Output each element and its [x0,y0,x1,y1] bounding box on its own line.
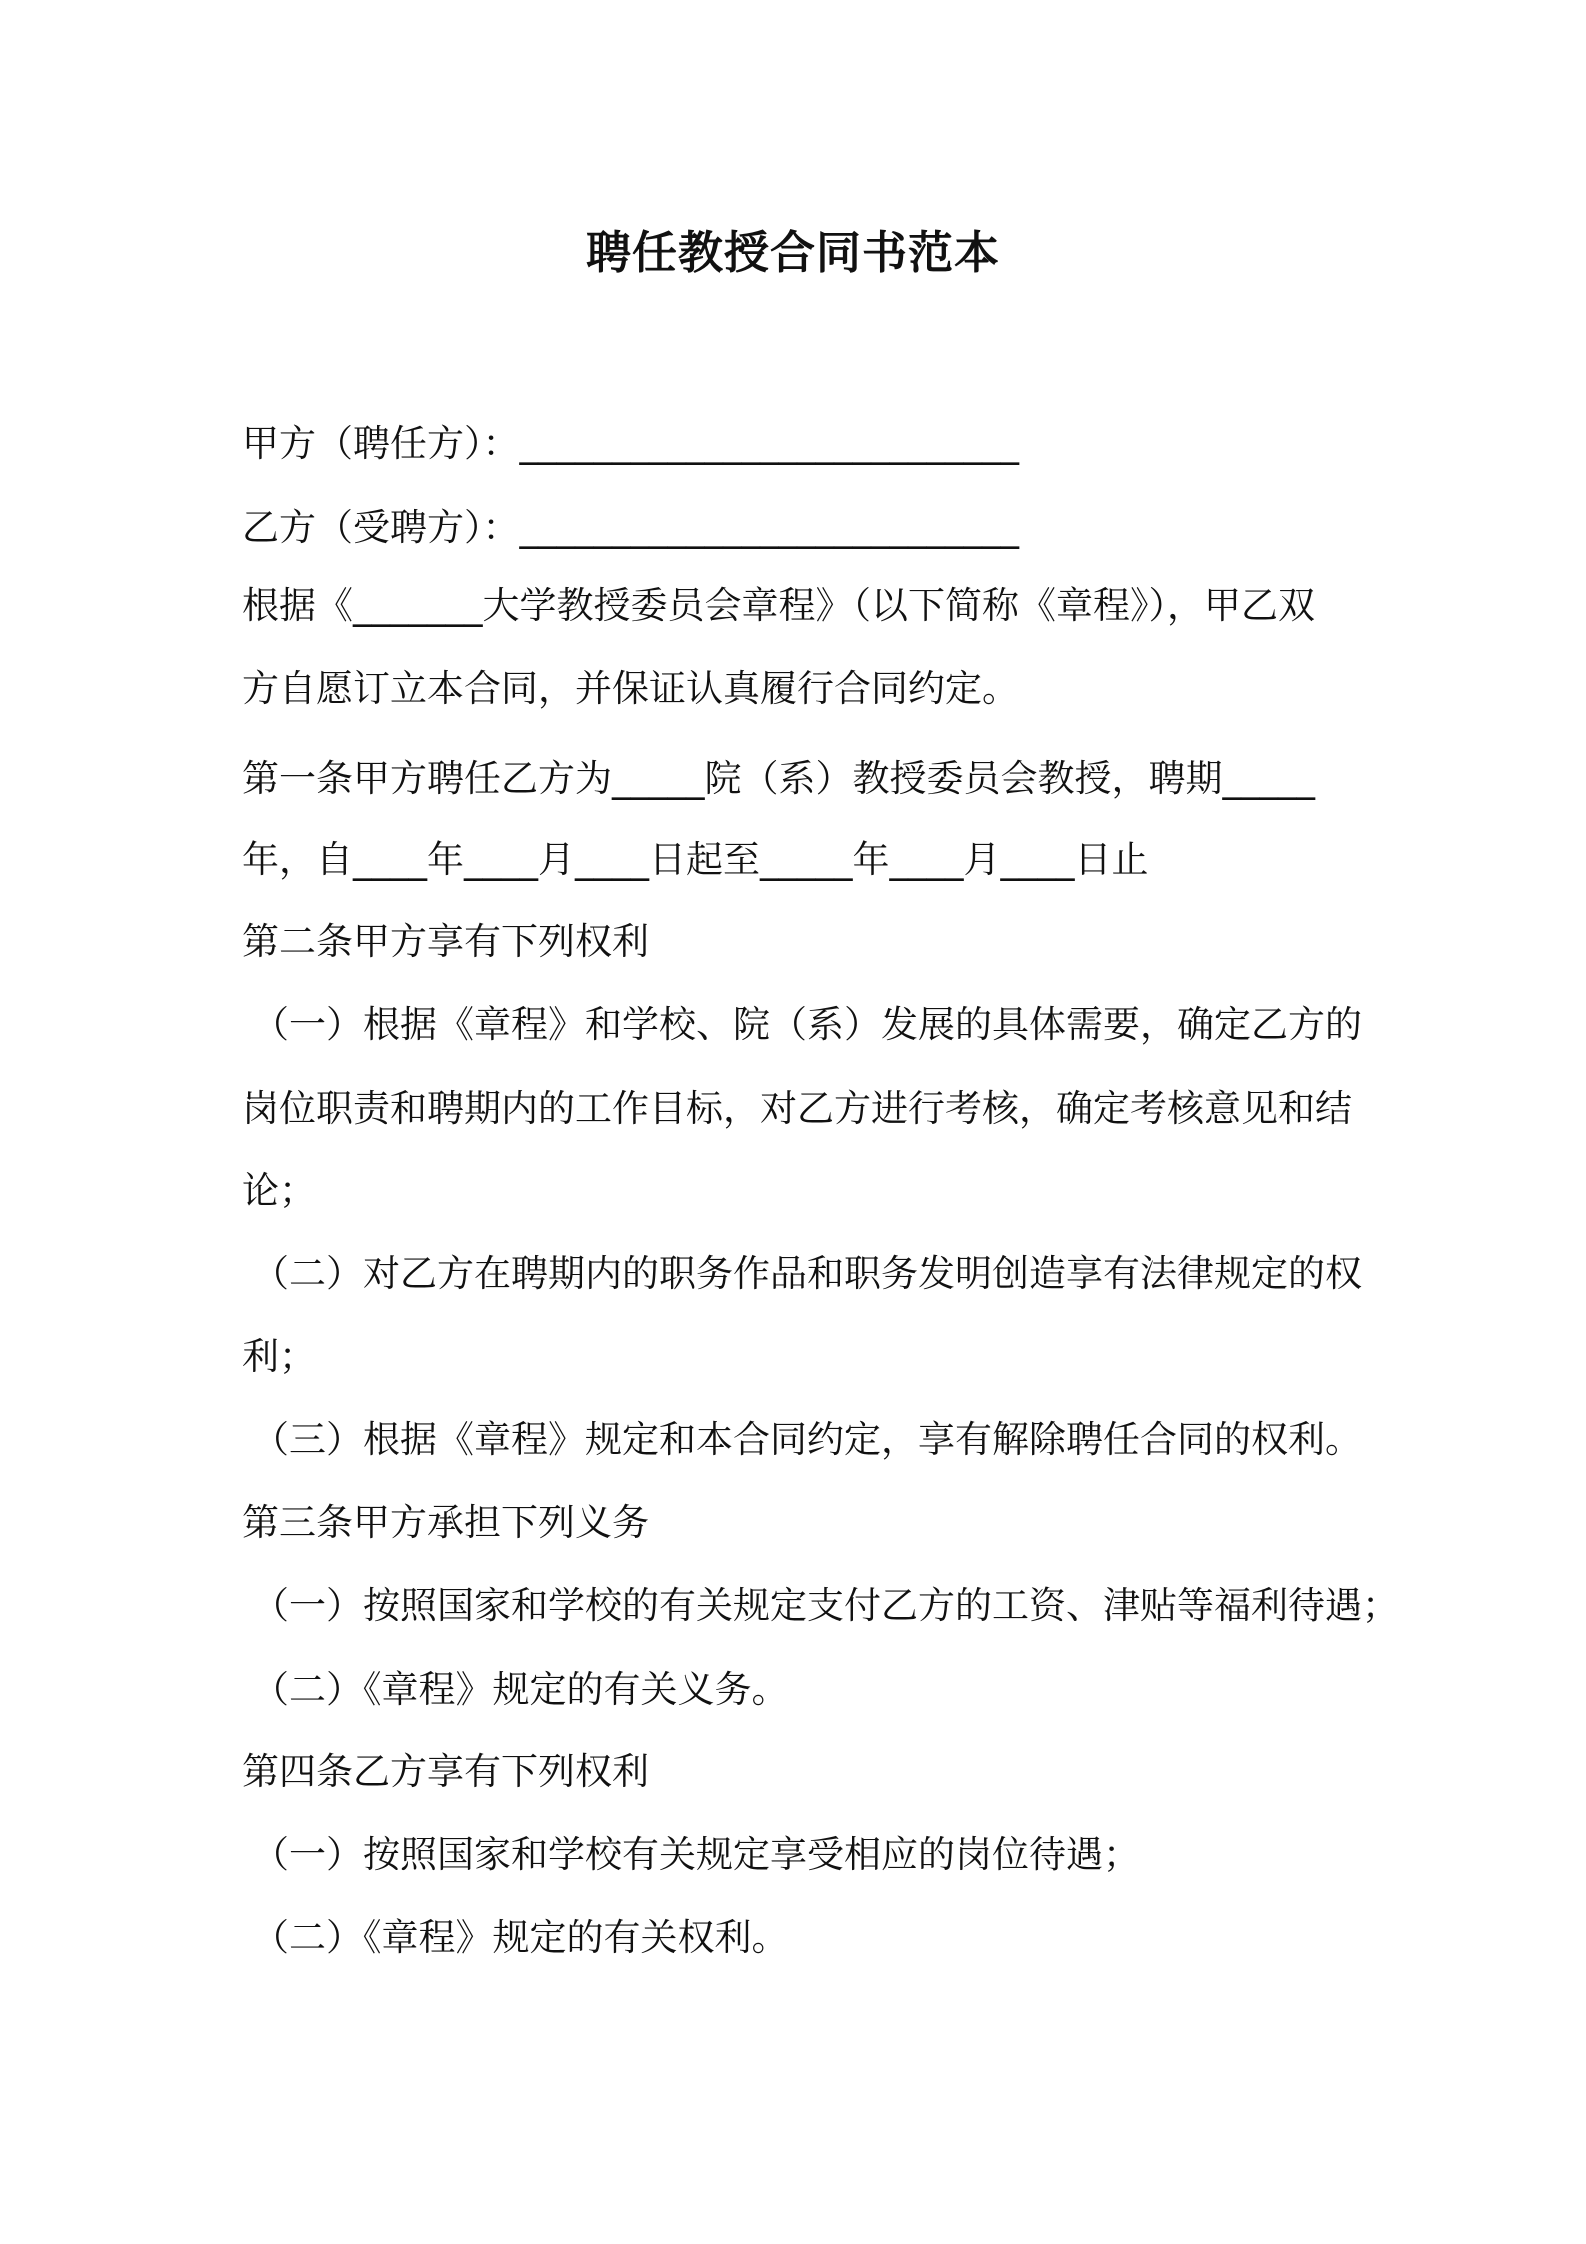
article-4-heading: 第四条乙方享有下列权利 [242,1750,649,1793]
article-3-item-2: （二）《章程》规定的有关义务。 [252,1668,789,1711]
article-1-line-1: 第一条甲方聘任乙方为_____院（系）教授委员会教授，聘期_____ [242,757,1315,800]
party-a-line: 甲方（聘任方）：___________________________ [242,422,1019,465]
preamble-line-2: 方自愿订立本合同，并保证认真履行合同约定。 [242,667,1019,710]
article-2-item-2-line-1: （二）对乙方在聘期内的职务作品和职务发明创造享有法律规定的权 [252,1252,1362,1295]
article-2-item-1-line-1: （一）根据《章程》和学校、院（系）发展的具体需要，确定乙方的 [252,1003,1362,1046]
article-2-item-1-line-3: 论； [242,1169,316,1212]
article-3-heading: 第三条甲方承担下列义务 [242,1501,649,1544]
article-2-item-2-line-2: 利； [242,1335,316,1378]
article-3-item-1: （一）按照国家和学校的有关规定支付乙方的工资、津贴等福利待遇； [252,1584,1399,1627]
article-1-line-2: 年，自____年____月____日起至_____年____月____日止 [242,838,1149,881]
article-2-item-3: （三）根据《章程》规定和本合同约定，享有解除聘任合同的权利。 [252,1418,1362,1461]
article-4-item-2: （二）《章程》规定的有关权利。 [252,1916,789,1959]
document-title: 聘任教授合同书范本 [585,226,1000,279]
article-2-heading: 第二条甲方享有下列权利 [242,920,649,963]
party-b-line: 乙方（受聘方）：___________________________ [242,506,1019,549]
preamble-line-1: 根据《_______大学教授委员会章程》（以下简称《章程》），甲乙双 [242,584,1315,627]
article-4-item-1: （一）按照国家和学校有关规定享受相应的岗位待遇； [252,1833,1140,1876]
article-2-item-1-line-2: 岗位职责和聘期内的工作目标，对乙方进行考核，确定考核意见和结 [242,1087,1352,1130]
